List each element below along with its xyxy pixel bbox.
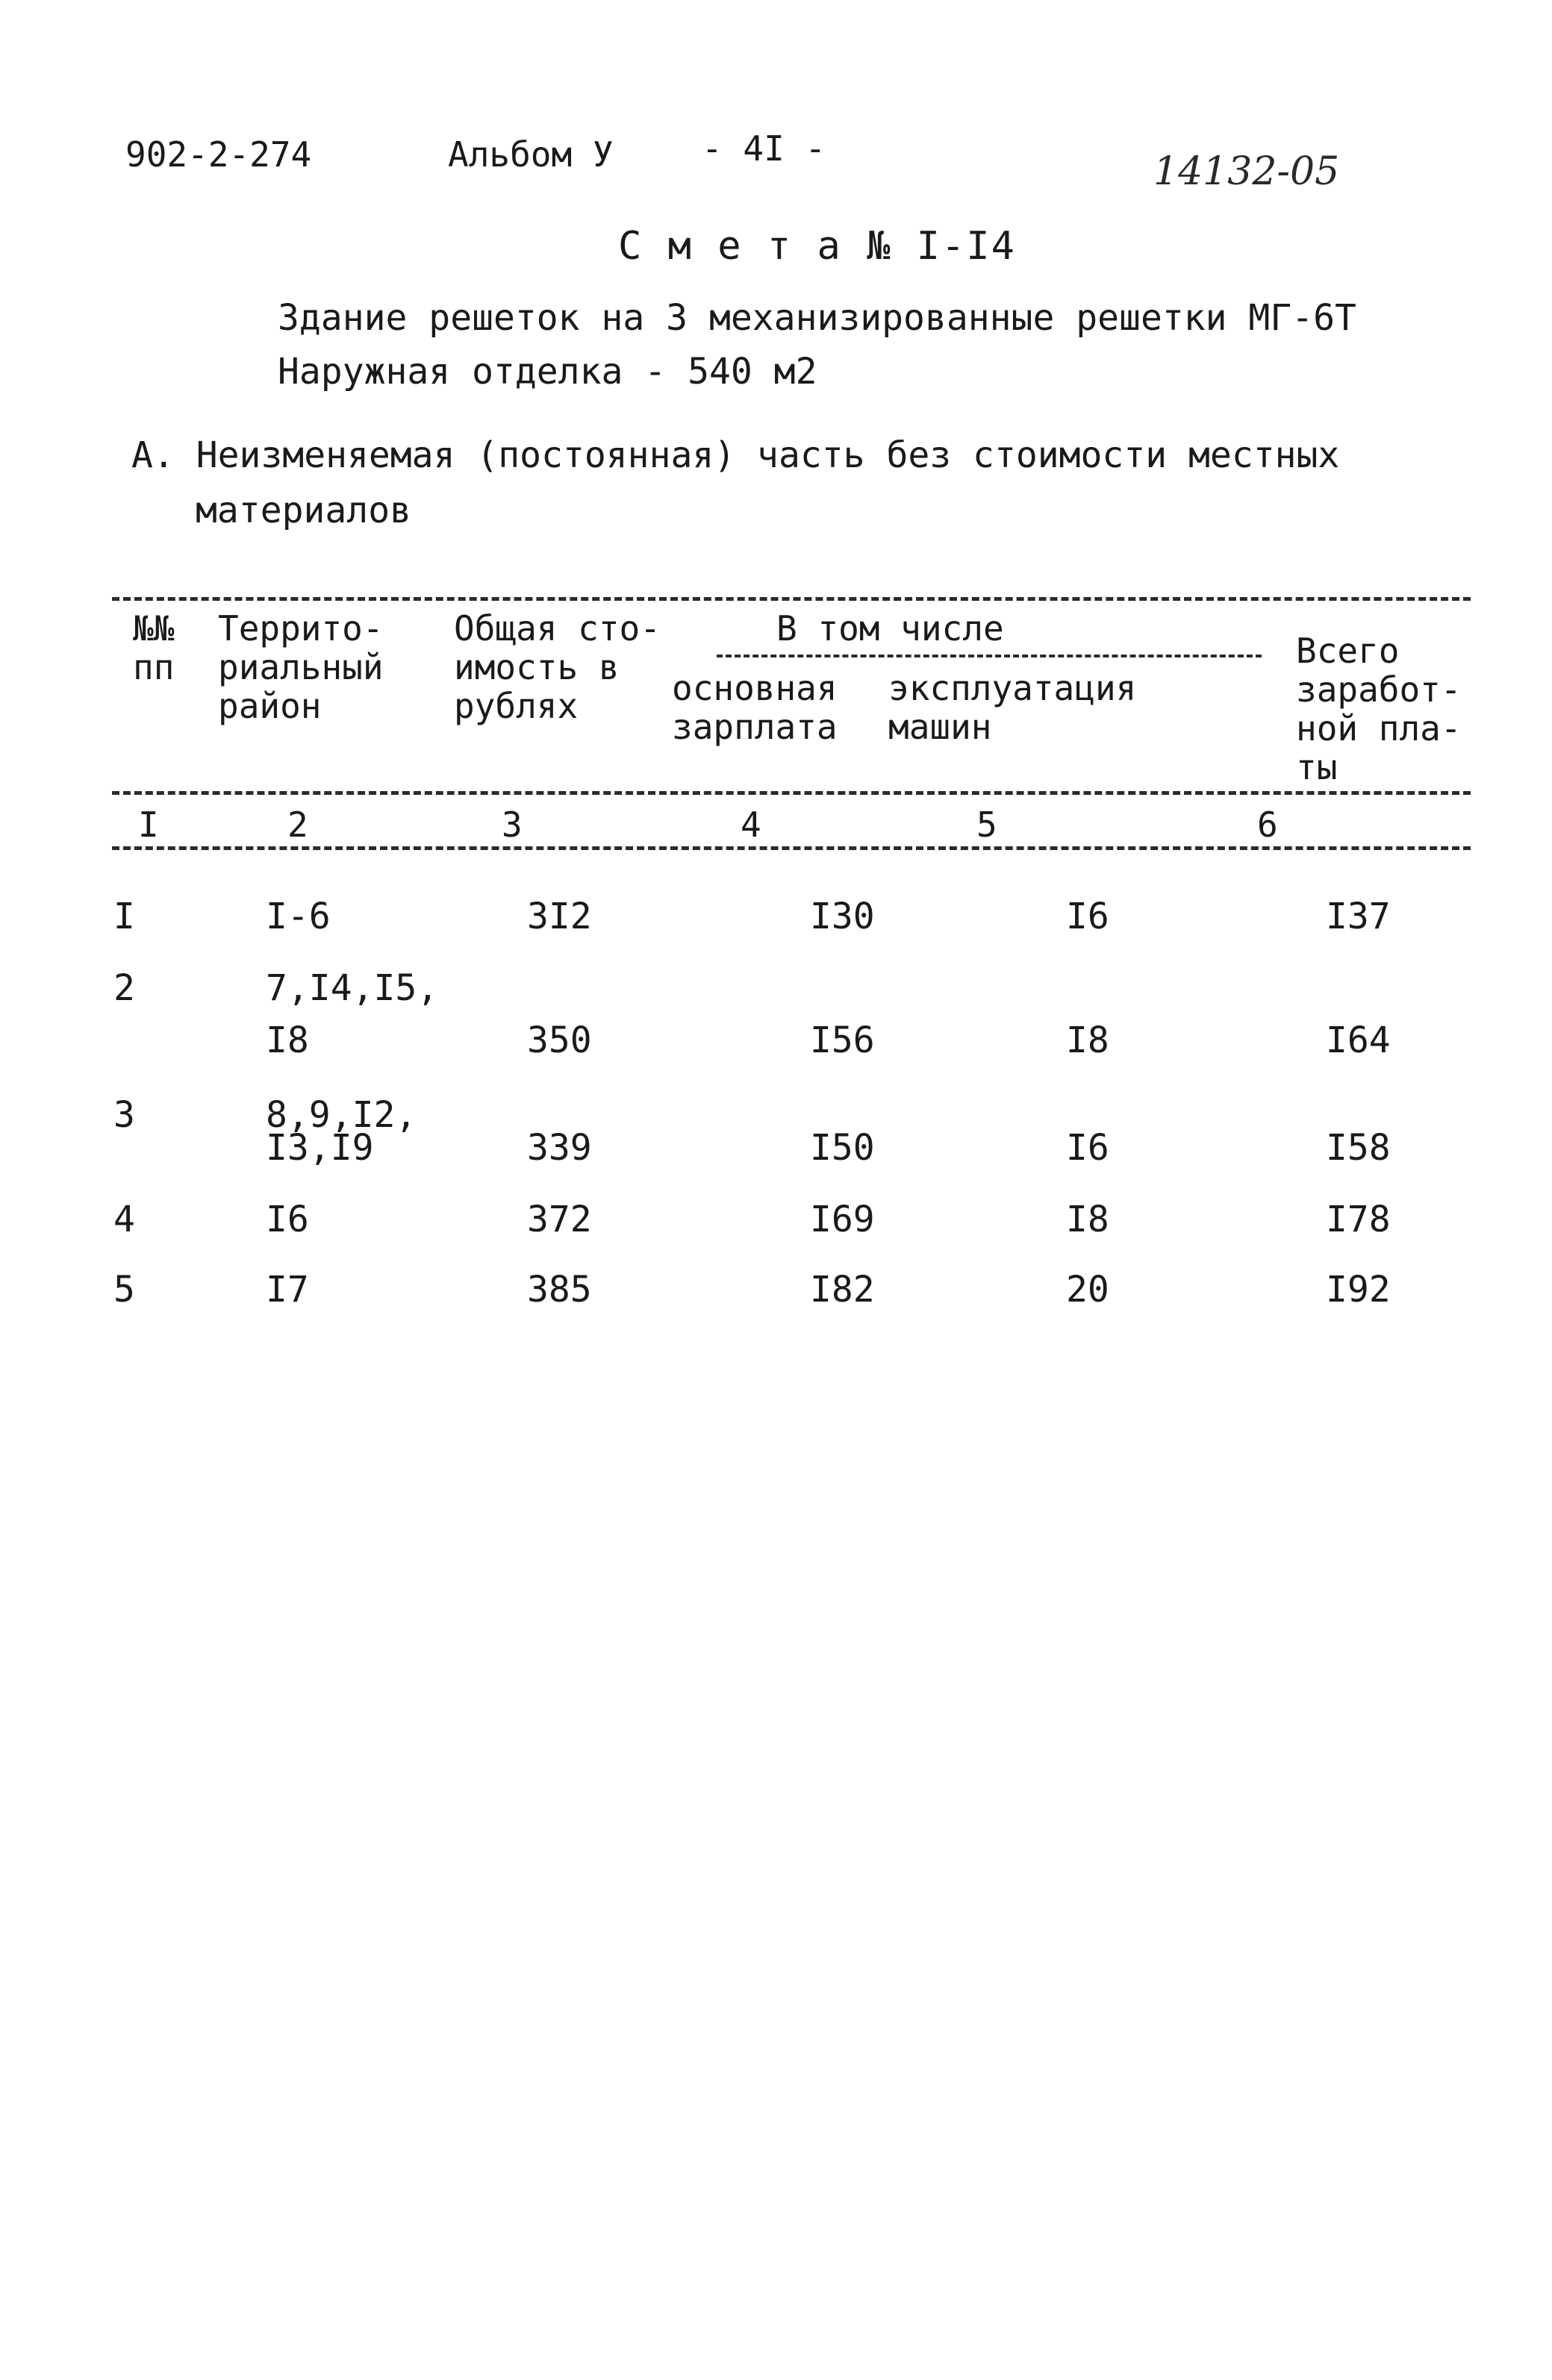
header-num: №№ пп	[133, 608, 175, 687]
header-bottom-rule	[112, 791, 1471, 795]
row-num: 4	[113, 1199, 135, 1240]
document-code: 902-2-274	[125, 134, 312, 175]
row-machine-operation: I6	[1066, 1127, 1109, 1169]
page-number: - 4I -	[702, 128, 826, 169]
row-total-cost: 385	[527, 1269, 592, 1311]
header-territory: Террито- риальный район	[218, 608, 384, 726]
column-number: I	[138, 805, 159, 845]
row-num: 5	[113, 1269, 135, 1311]
row-base-salary: I82	[810, 1269, 875, 1311]
column-number: 3	[502, 805, 523, 845]
row-total-salary: I64	[1326, 1019, 1391, 1061]
column-number: 5	[976, 805, 997, 845]
row-machine-operation: I6	[1066, 896, 1109, 937]
row-base-salary: I56	[810, 1019, 875, 1061]
row-territory: I-6	[266, 896, 331, 937]
row-total-cost: 3I2	[527, 896, 592, 937]
row-machine-operation: I8	[1066, 1019, 1109, 1061]
row-num: 3	[113, 1094, 135, 1136]
album-label: Альбом У	[448, 134, 614, 175]
table-top-rule	[112, 597, 1471, 601]
row-num: 2	[113, 967, 135, 1009]
header-including: В том числе	[776, 608, 1004, 649]
section-heading: А. Неизменяемая (постоянная) часть без стоимости местных	[131, 434, 1340, 476]
row-total-salary: I92	[1326, 1269, 1391, 1311]
header-total-cost: Общая сто- имость в рублях	[454, 608, 661, 726]
row-total-salary: I78	[1326, 1199, 1391, 1240]
row-num: I	[113, 896, 135, 937]
row-total-cost: 350	[527, 1019, 592, 1061]
subtitle-finishing: Наружная отделка - 540 м2	[278, 351, 817, 393]
column-number: 6	[1257, 805, 1278, 845]
estimate-title: С м е т а № I-I4	[618, 224, 1016, 269]
header-total-salary: Всего заработ- ной пла- ты	[1296, 631, 1462, 787]
column-number-rule	[112, 846, 1471, 850]
row-base-salary: I30	[810, 896, 875, 937]
header-including-rule	[717, 655, 1262, 658]
row-territory-line2: I8	[266, 1019, 309, 1061]
section-heading-continued: материалов	[196, 490, 411, 531]
row-territory-line1: 8,9,I2,	[266, 1094, 417, 1136]
row-base-salary: I69	[810, 1199, 875, 1240]
row-territory-line2: I3,I9	[266, 1127, 374, 1169]
header-base-salary: основная зарплата	[672, 668, 838, 747]
row-total-salary: I37	[1326, 896, 1391, 937]
row-machine-operation: I8	[1066, 1199, 1109, 1240]
row-total-salary: I58	[1326, 1127, 1391, 1169]
handwritten-number: 14132-05	[1153, 149, 1340, 194]
row-total-cost: 372	[527, 1199, 592, 1240]
row-total-cost: 339	[527, 1127, 592, 1169]
column-number: 2	[287, 805, 308, 845]
row-territory: I6	[266, 1199, 309, 1240]
header-machine-operation: эксплуатация машин	[888, 668, 1137, 747]
row-base-salary: I50	[810, 1127, 875, 1169]
row-territory-line1: 7,I4,I5,	[266, 967, 439, 1009]
subtitle-building: Здание решеток на 3 механизированные решетки МГ-6Т	[278, 297, 1356, 339]
row-machine-operation: 20	[1066, 1269, 1109, 1311]
column-number: 4	[741, 805, 761, 845]
row-territory: I7	[266, 1269, 309, 1311]
